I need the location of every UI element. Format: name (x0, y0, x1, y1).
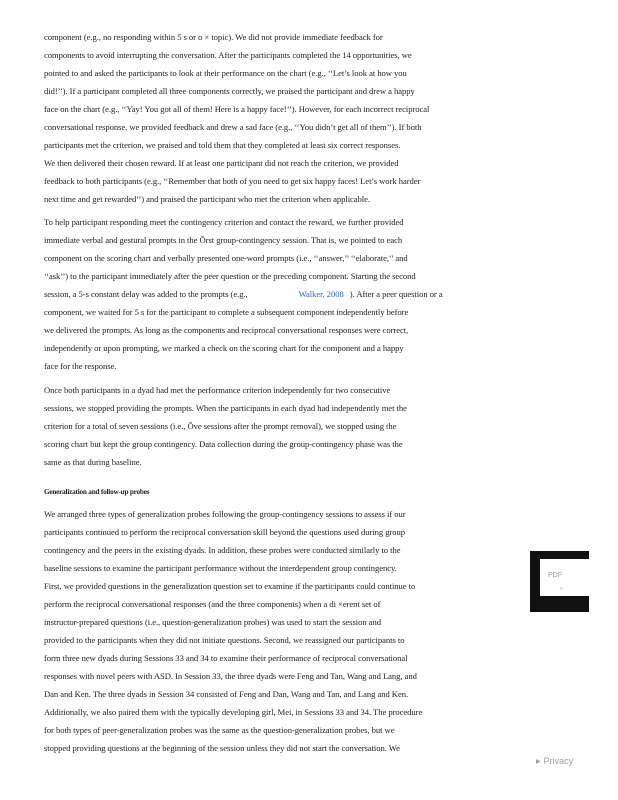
pdf-download-widget[interactable] (530, 551, 589, 612)
text-line: criterion for a total of seven sessions (i.e., Ŏve sessions after the prompt removal), we stopped using the (44, 421, 397, 431)
text-line: pointed to and asked the participants to look at their performance on the chart (e.g., ‘‘Let’s look at how you (44, 68, 407, 78)
text-line: Additionally, we also paired them with the typically developing girl, Mei, in Sessions 33 and 34. The procedure (44, 707, 423, 717)
text-line: component, we waited for 5 s for the participant to complete a subsequent component independently before (44, 307, 409, 317)
text-line: immediate verbal and gestural prompts in the Ŏrst group-contingency session. That is, we pointed to each (44, 235, 403, 245)
privacy-link[interactable] (536, 756, 573, 766)
text-line: feedback to both participants (e.g., ‘‘Remember that both of you need to get six happy faces! Let’s work harder (44, 176, 421, 186)
text-line: Once both participants in a dyad had met the performance criterion independently for two consecutive (44, 385, 391, 395)
text-line: sessions, we stopped providing the prompts. When the participants in each dyad had independently met the (44, 403, 407, 413)
text-line: responses with novel peers with ASD. In Session 33, the three dyads were Feng and Tan, Wang and Lang, and (44, 671, 417, 681)
text-line: next time and get rewarded’’) and praised the participant who met the criterion when applicable. (44, 194, 371, 204)
text-line: instructor-prepared questions (i.e., question-generalization probes) was used to start the session and (44, 617, 381, 627)
text-line: First, we provided questions in the generalization question set to examine if the participants could continue to (44, 581, 416, 591)
text-line: stopped providing questions at the beginning of the session unless they did not start the conversation. We (44, 743, 400, 753)
text-line: ‘‘ask’’) to the participant immediately after the peer question or the preceding component. Starting the second (44, 271, 416, 281)
text-line: we delivered the prompts. As long as the components and reciprocal conversational responses were correct, (44, 325, 409, 335)
text-line: perform the reciprocal conversational responses (and the three components) when a di ×erent set of (44, 599, 381, 609)
text-line: To help participant responding meet the contingency criterion and contact the reward, we further provided (44, 217, 404, 227)
text-line: independently or upon prompting, we marked a check on the scoring chart for the component and a happy (44, 343, 404, 353)
text-line: provided to the participants when they did not initiate questions. Second, we reassigned our participants to (44, 635, 405, 645)
text-line: conversational response, we provided feedback and drew a sad face (e.g., ‘‘You didn’t get all of them’’). If both (44, 122, 422, 132)
text-line: baseline sessions to examine the participant performance without the interdependent group contingency. (44, 563, 397, 573)
play-arrow-icon: ▶ (536, 759, 541, 765)
text-line: for both types of peer-generalization probes was the same as the question-generalization probes, but we (44, 725, 395, 735)
text-line: We arranged three types of generalization probes following the group-contingency sessions to assess if our (44, 509, 406, 519)
text-line: face for the response. (44, 361, 117, 371)
text-line: component on the scoring chart and verbally presented one-word prompts (i.e., ‘‘answer,’’ ‘‘elaborate,’’ and (44, 253, 408, 263)
text-segment: ). After a peer question or a (349, 289, 443, 299)
text-line: We then delivered their chosen reward. If at least one participant did not reach the criterion, we provided (44, 158, 399, 168)
text-line: face on the chart (e.g., ‘‘Yay! You got all of them! Here is a happy face!’’). However, for each incorrect reciprocal (44, 104, 430, 114)
privacy-label: Privacy (543, 756, 574, 766)
section-heading: Generalization and follow-up probes (44, 488, 150, 496)
text-line: Dan and Ken. The three dyads in Session 34 consisted of Feng and Dan, Wang and Tan, and Lang and Ken. (44, 689, 409, 699)
text-line: participants continued to perform the reciprocal conversation skill beyond the questions used during group (44, 527, 406, 537)
text-line: contingency and the peers in the existing dyads. In addition, these probes were conducted similarly to the (44, 545, 401, 555)
text-line-with-citation (44, 289, 443, 300)
citation-link[interactable]: Walker, 2008 (298, 289, 344, 299)
text-line: participants met the criterion, we praised and told them that they completed at least six correct responses. (44, 140, 401, 150)
text-line: component (e.g., no responding within 5 s or o × topic). We did not provide immediate feedback for (44, 32, 383, 42)
text-line: form three new dyads during Sessions 33 and 34 to examine their performance of reciprocal conversational (44, 653, 408, 663)
pdf-label: PDF (548, 572, 562, 579)
text-line: scoring chart but kept the group contingency. Data collection during the group-contingency phase was the (44, 439, 403, 449)
text-line: components to avoid interrupting the conversation. After the participants completed the 14 opportunities, we (44, 50, 412, 60)
text-segment: session, a 5-s constant delay was added to the prompts (e.g., (44, 289, 248, 299)
pdf-arrow-icon: » (560, 586, 563, 592)
text-line: did!’’). If a participant completed all three components correctly, we praised the participant and drew a happy (44, 86, 415, 96)
text-line: same as that during baseline. (44, 457, 142, 467)
